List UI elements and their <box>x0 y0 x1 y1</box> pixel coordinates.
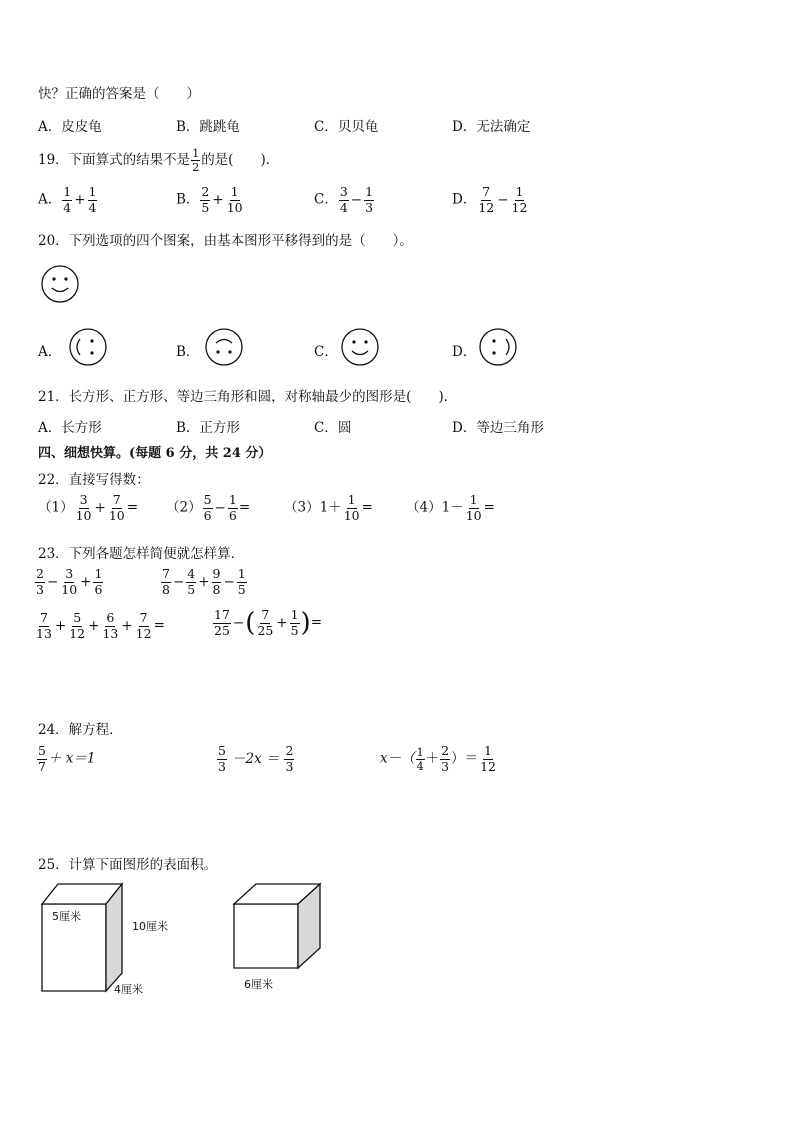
q21-stem: 21．长方形、正方形、等边三角形和圆，对称轴最少的图形是( )． <box>38 389 458 405</box>
q25-stem: 25．计算下面图形的表面积。 <box>38 857 218 873</box>
q20-option-d-label: D． <box>452 344 477 360</box>
q18-stem-tail: 快？正确的答案是（ ） <box>38 86 200 102</box>
q23-expr-3: $\frac{7}{13}$ + $\frac{5}{12}$ + $\frac{6}{13}$ + $\frac{7}{12}$ = <box>36 610 165 641</box>
q20-option-a-label: A． <box>38 344 62 360</box>
q23-expr-2: $\frac{7}{8}$ − $\frac{4}{5}$ + $\frac{9}{8}$ − $\frac{1}{5}$ <box>162 566 246 597</box>
q23-expr-1: $\frac{2}{3}$ − $\frac{3}{10}$ + $\frac{1}{6}$ <box>36 566 103 597</box>
q18-option-d: D．无法确定 <box>452 119 531 135</box>
q19-stem-text: 19．下面算式的结果不是 <box>38 152 191 168</box>
q18-option-b: B．跳跳龟 <box>176 119 240 135</box>
box2-edge-label: 6厘米 <box>244 978 273 991</box>
q24-stem: 24．解方程． <box>38 722 123 738</box>
q19-stem-fraction: $\frac{1}{2}$ <box>192 147 200 174</box>
q22-stem: 22．直接写得数： <box>38 472 150 488</box>
q20-option-b-label: B． <box>176 344 200 360</box>
q19-option-b: B． $\frac{2}{5}$ + $\frac{1}{10}$ <box>176 184 243 215</box>
q21-option-d: D．等边三角形 <box>452 420 544 436</box>
q24-equation-2: $\frac{5}{3}$ －2x ＝ $\frac{2}{3}$ <box>218 743 294 774</box>
q22-item-1: （1） $\frac{3}{10}$ + $\frac{7}{10}$ = <box>38 492 139 523</box>
q18-option-a: A．皮皮龟 <box>38 119 102 135</box>
box1-depth-label: 4厘米 <box>114 983 143 996</box>
q21-option-c: C．圆 <box>314 420 352 436</box>
q22-item-2: （2） $\frac{5}{6}$ − $\frac{1}{6}$ = <box>166 492 251 523</box>
section-4-title: 四、细想快算。(每题 6 分，共 24 分） <box>38 446 272 461</box>
q24-equation-3: x－（ $\frac{1}{4}$ ＋ $\frac{2}{3}$ ）＝ $\frac{1}{12}$ <box>380 743 496 774</box>
q20-option-c-figure <box>338 327 382 367</box>
q23-stem: 23．下列各题怎样简便就怎样算． <box>38 546 245 562</box>
smiley-base-pattern <box>38 264 82 304</box>
rectangular-prism-figure <box>36 878 196 1000</box>
q20-option-b-figure <box>202 327 246 367</box>
q19-stem-end: 的是( )． <box>201 152 280 168</box>
q19-stem <box>38 148 279 173</box>
q22-item-4: （4）1－ $\frac{1}{10}$ = <box>406 492 495 523</box>
q19-option-d: D． $\frac{7}{12}$ − $\frac{1}{12}$ <box>452 184 528 215</box>
q20-option-a-figure <box>66 327 110 367</box>
q20-option-d-figure <box>476 327 520 367</box>
box1-height-label: 10厘米 <box>132 920 168 933</box>
cube-figure <box>228 878 338 1000</box>
q19-option-a: A． $\frac{1}{4}$ + $\frac{1}{4}$ <box>38 184 97 215</box>
q24-equation-1: $\frac{5}{7}$ ＋ x＝1 <box>38 743 96 774</box>
q20-stem: 20．下列选项的四个图案，由基本图形平移得到的是（ ）。 <box>38 233 413 249</box>
q19-option-c: C． $\frac{3}{4}$ − $\frac{1}{3}$ <box>314 184 374 215</box>
q22-item-3: （3）1＋ $\frac{1}{10}$ = <box>284 492 373 523</box>
q18-option-c: C．贝贝龟 <box>314 119 379 135</box>
q21-option-a: A．长方形 <box>38 420 102 436</box>
box1-width-label: 5厘米 <box>52 910 81 923</box>
q21-option-b: B．正方形 <box>176 420 240 436</box>
q20-option-c-label: C． <box>314 344 338 360</box>
q23-expr-4: $\frac{17}{25}$ −( $\frac{7}{25}$ + $\frac{1}{5}$ )= <box>214 607 323 638</box>
